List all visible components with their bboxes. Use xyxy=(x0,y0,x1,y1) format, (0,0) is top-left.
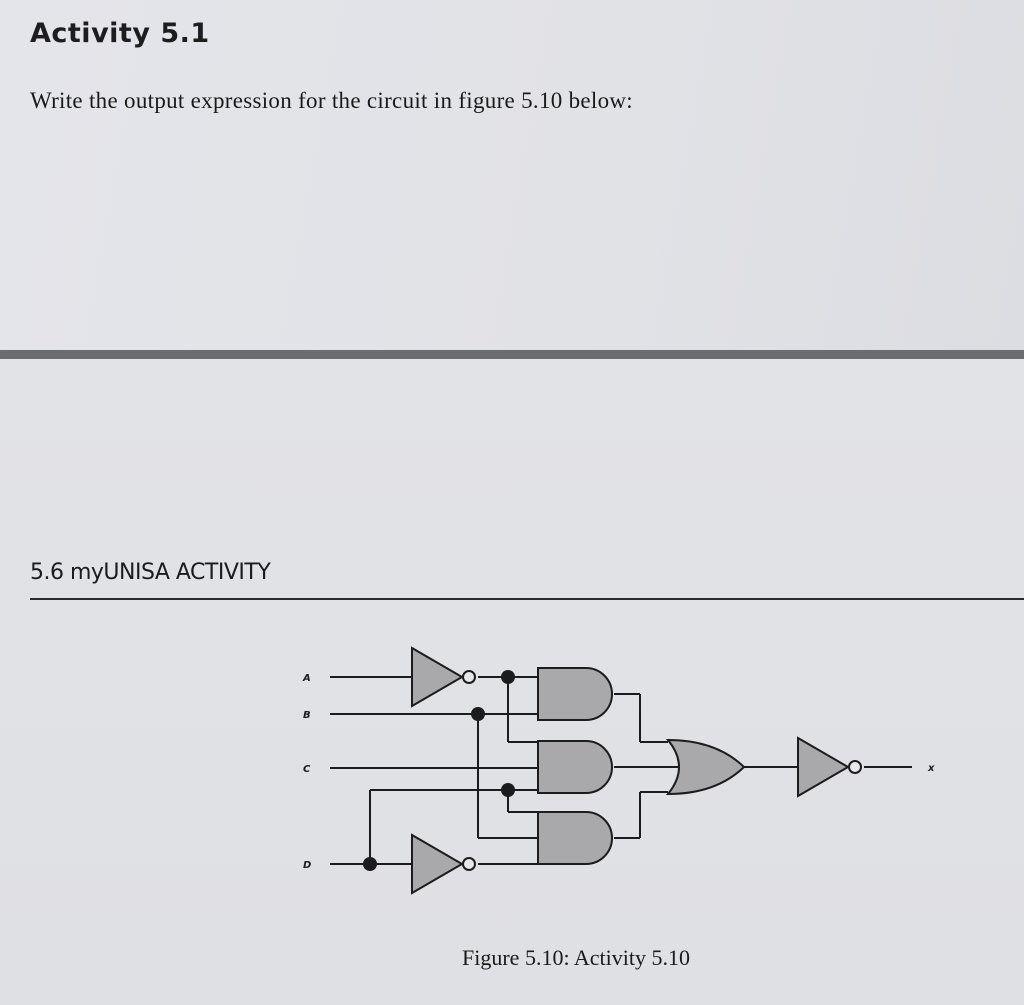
not-gate-output xyxy=(798,738,848,796)
input-label-b: B xyxy=(303,710,311,721)
logic-circuit-diagram xyxy=(0,600,1024,930)
or-gate xyxy=(668,740,744,794)
input-label-c: C xyxy=(303,764,311,775)
and-gate-1 xyxy=(538,668,612,720)
input-label-d: D xyxy=(303,860,312,871)
not-gate-d xyxy=(412,835,462,893)
junction-dot xyxy=(471,707,485,721)
output-label-x: x xyxy=(928,763,935,774)
figure-caption: Figure 5.10: Activity 5.10 xyxy=(462,945,690,970)
not-gate-a xyxy=(412,648,462,706)
section-heading: 5.6 myUNISA ACTIVITY xyxy=(30,560,271,585)
junction-dot xyxy=(501,783,515,797)
junction-dot xyxy=(501,670,515,684)
and-gate-2 xyxy=(538,741,612,793)
and-gate-3 xyxy=(538,812,612,864)
junction-dot xyxy=(363,857,377,871)
page-divider xyxy=(0,350,1024,359)
activity-heading: Activity 5.1 xyxy=(30,18,210,49)
instruction-text: Write the output expression for the circuit in figure 5.10 below: xyxy=(30,88,634,113)
input-label-a: A xyxy=(303,673,311,684)
upper-page xyxy=(0,0,1024,352)
